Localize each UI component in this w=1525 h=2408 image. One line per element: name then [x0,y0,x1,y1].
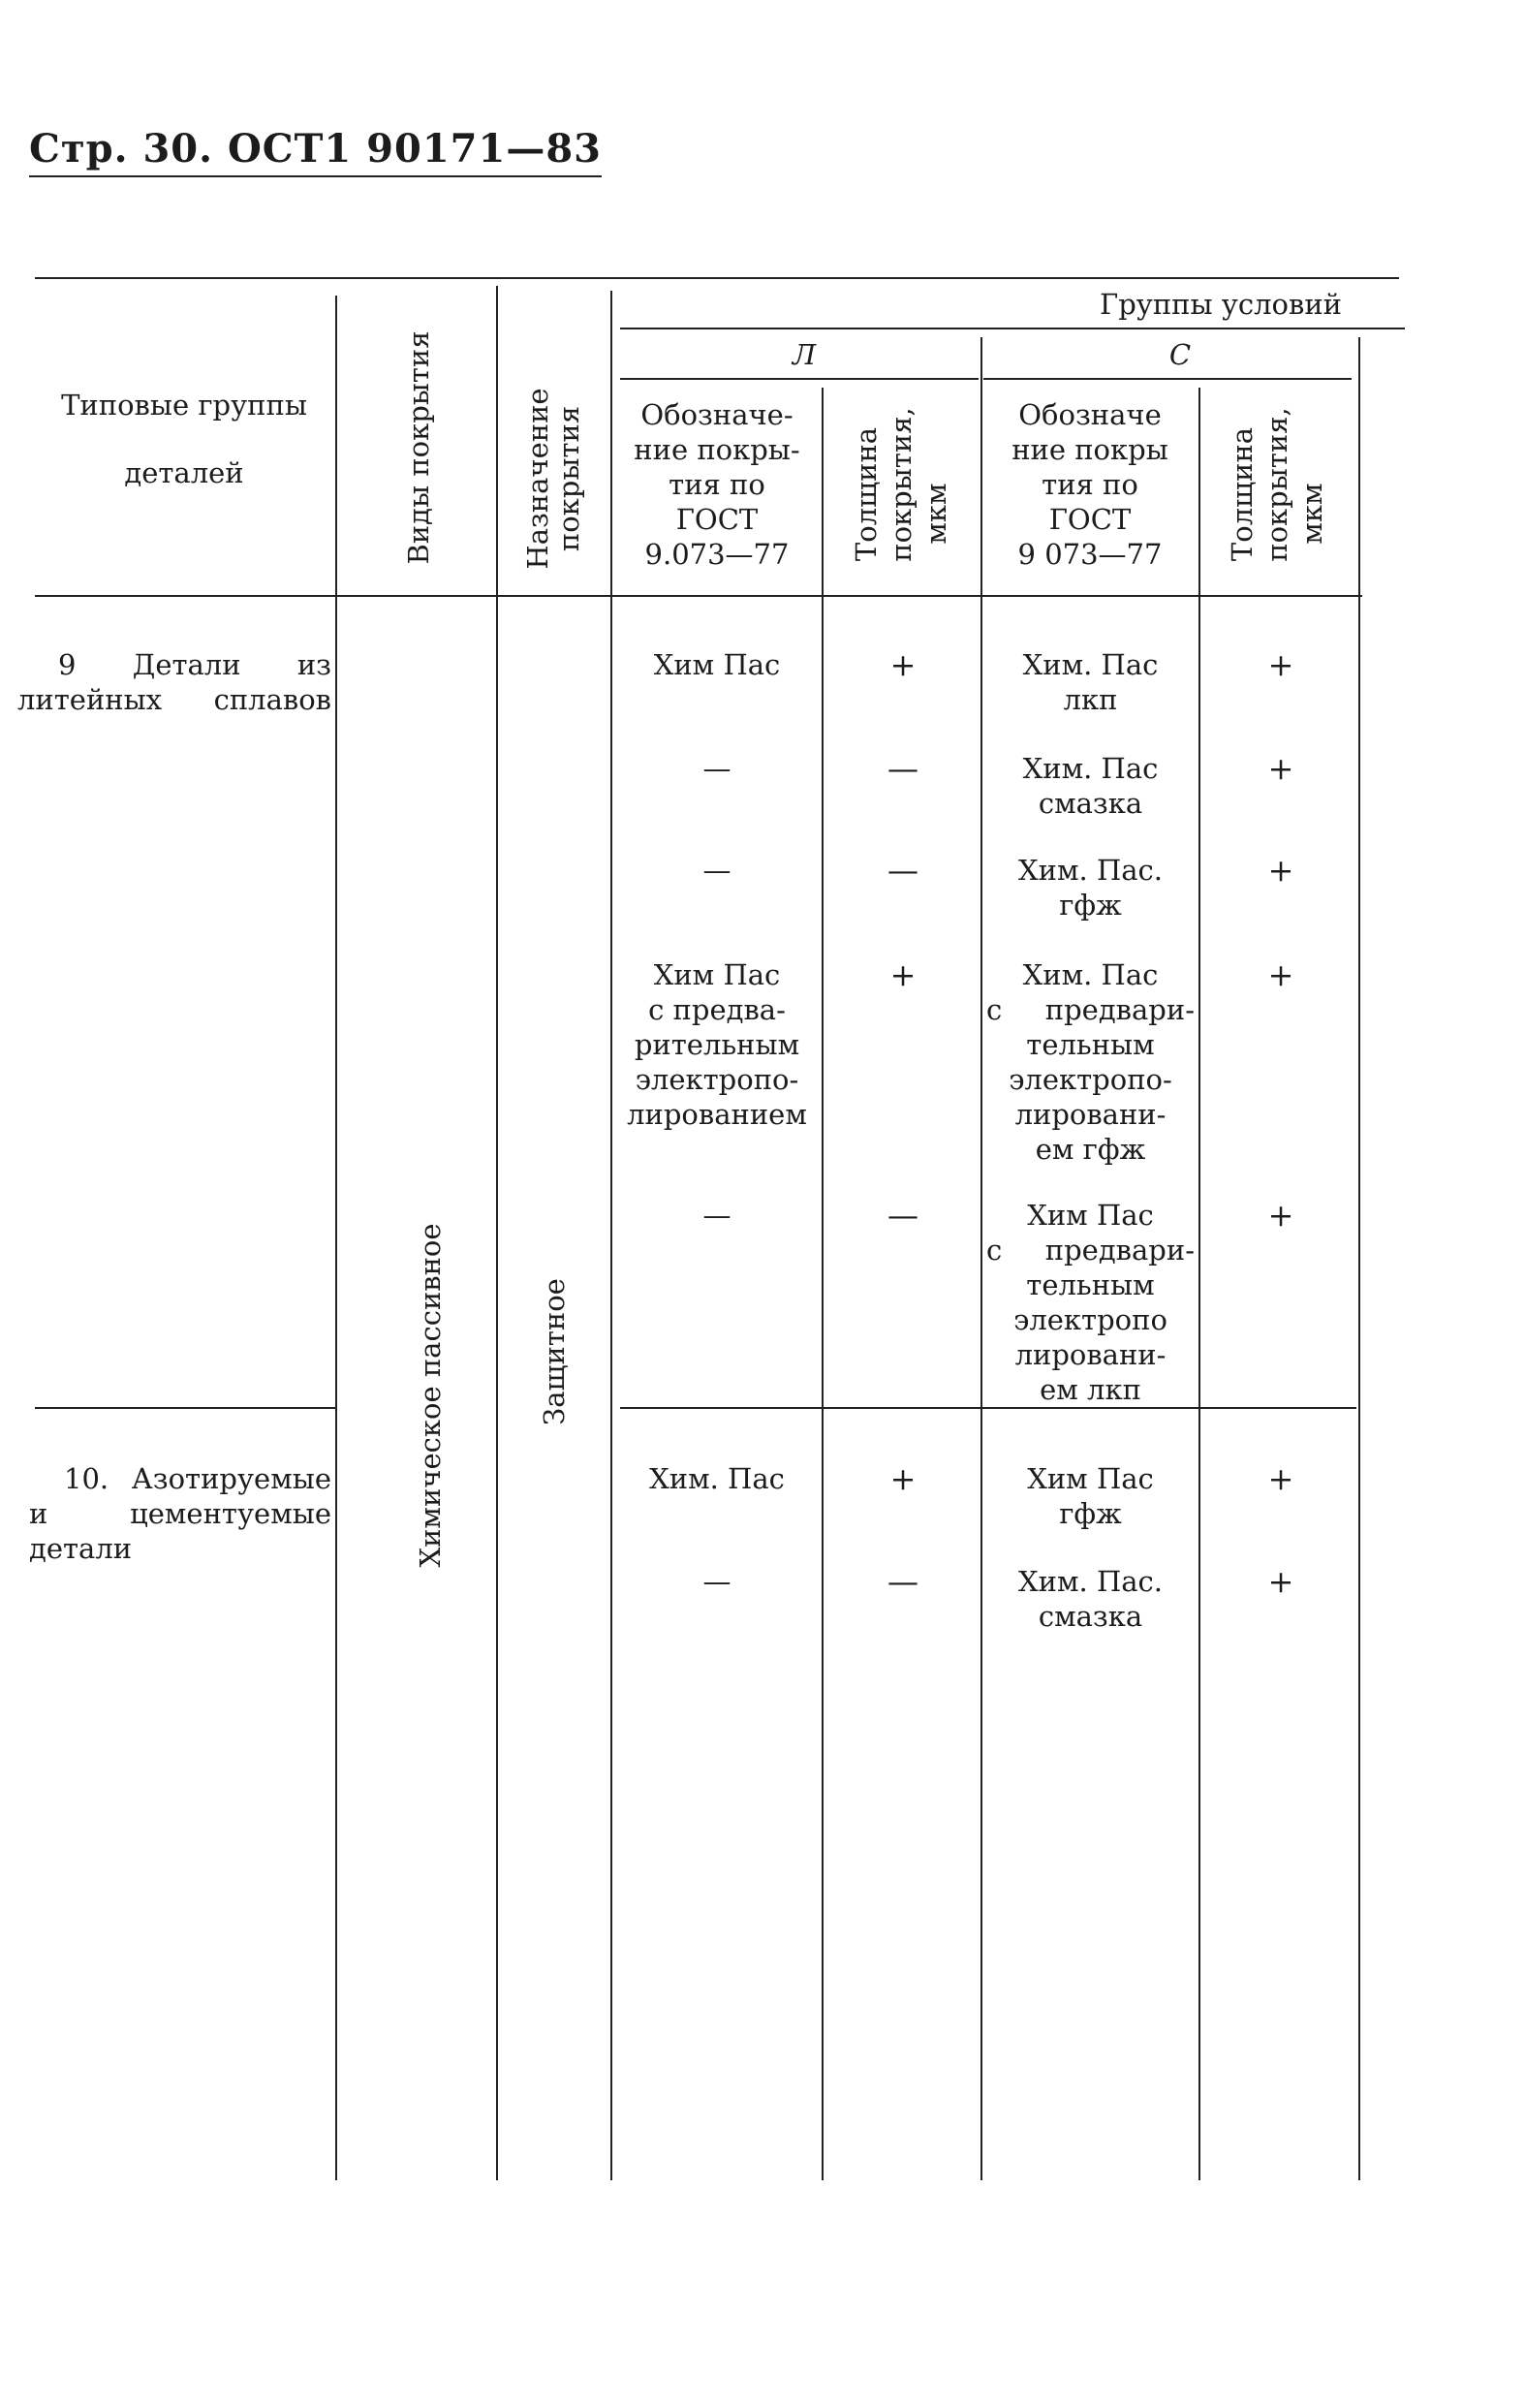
l-designation: Хим. Пас [649,1462,785,1495]
page-header: Стр. 30. ОСТ1 90171—83 [29,126,602,177]
l-designation-line: Хим Пас [653,958,781,991]
header-condition-groups: Группы условий [1100,288,1342,321]
s-designation-line: с предвари- [986,993,1195,1026]
s-designation-line: ем гфж [1035,1133,1146,1166]
l-designation-line: электропо- [635,1063,799,1096]
l-thickness: — [887,1197,918,1234]
s-designation-line: Хим Пас [1027,1199,1154,1232]
s-designation-line: Хим. Пас. [1017,854,1163,887]
s-designation-line: Хим. Пас. [1017,1565,1163,1598]
header-typical-groups-line2: деталей [124,456,244,489]
s-designation-line: электропо [1013,1303,1167,1336]
s-designation-line: Хим Пас [1027,1462,1154,1495]
l-thickness: + [889,1460,917,1497]
header-purpose-line2: покрытия [552,405,585,552]
s-designation-line: лировани- [1014,1098,1167,1131]
l-designation: — [702,1565,731,1598]
merged-coating-type: Химическое пассивное [414,1223,447,1568]
s-designation-line: гфж [1059,889,1122,922]
condition-groups-rule [620,328,1405,329]
s-thickness: + [1267,852,1294,889]
group-divider-left [35,1407,337,1409]
l-thickness: + [889,956,917,993]
header-coating-types: Виды покрытия [402,330,435,565]
table-top-rule [35,277,1399,279]
s-designation-line: ем лкп [1040,1373,1141,1406]
l-designation: Хим Пас [653,648,781,681]
header-bottom-rule [35,595,1362,597]
s-designation-line: лкп [1063,683,1118,716]
s-designation-line: тельным [1026,1028,1155,1061]
header-group-s: С [1168,338,1192,371]
col-divider-4 [822,388,824,2180]
s-thickness: + [1267,1563,1294,1600]
merged-purpose: Защитное [538,1278,571,1425]
s-thickness: + [1267,646,1294,683]
l-thickness: + [889,646,917,683]
col-divider-3 [610,291,612,2180]
l-thickness: — [887,750,918,787]
group-divider-right [620,1407,1356,1409]
l-designation: — [702,1199,731,1232]
l-designation-line: лированием [627,1098,807,1131]
col-divider-7 [1358,337,1360,2180]
s-thickness: + [1267,956,1294,993]
s-thickness: + [1267,1460,1294,1497]
s-designation-line: тельным [1026,1268,1155,1301]
l-thickness: — [887,852,918,889]
group-l-rule [620,378,979,380]
s-designation-line: Хим. Пас [1022,958,1159,991]
col-divider-6 [1198,388,1200,2180]
s-designation-line: Хим. Пас [1022,752,1159,785]
s-designation-line: лировани- [1014,1338,1167,1371]
col-divider-5 [980,337,982,2180]
col-divider-2 [496,286,498,2180]
group-s-rule [983,378,1352,380]
s-thickness: + [1267,1197,1294,1234]
l-designation-line: рительным [634,1028,800,1061]
s-designation-line: смазка [1038,787,1143,820]
s-designation-line: смазка [1038,1600,1143,1633]
l-designation: — [702,854,731,887]
s-designation-line: электропо- [1009,1063,1172,1096]
s-designation-line: с предвари- [986,1234,1195,1267]
s-designation-line: Хим. Пас [1022,648,1159,681]
l-designation-line: с предва- [648,993,786,1026]
col-divider-1 [335,296,337,2180]
s-thickness: + [1267,750,1294,787]
header-purpose-line1: Назначение [521,388,554,570]
l-thickness: — [887,1563,918,1600]
s-designation-line: гфж [1059,1497,1122,1530]
header-typical-groups-line1: Типовые группы [61,389,307,422]
header-group-l: Л [792,338,817,371]
l-designation: — [702,752,731,785]
